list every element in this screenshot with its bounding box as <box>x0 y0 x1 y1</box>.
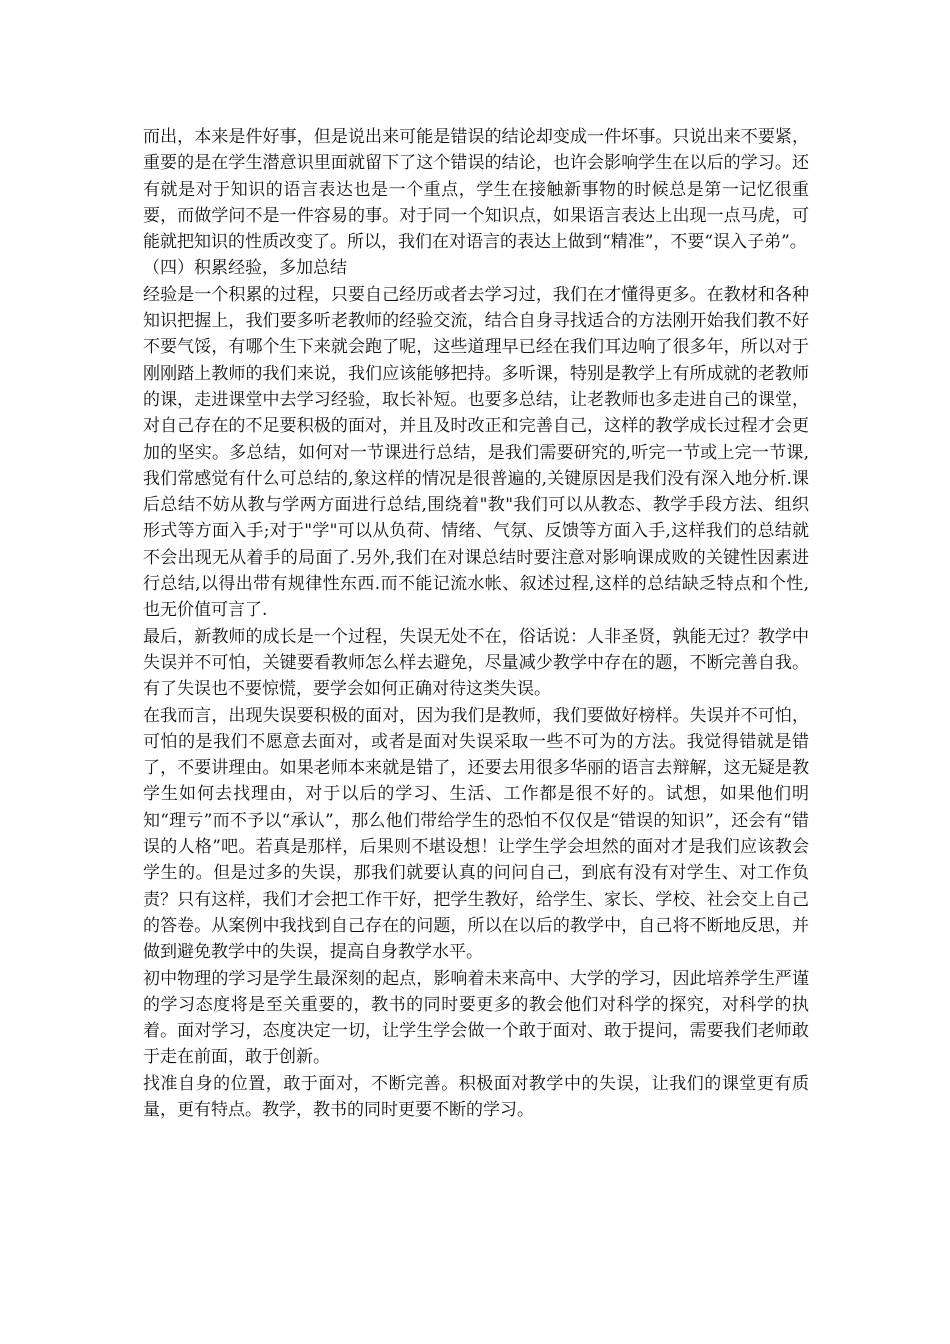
section-heading-accumulate-experience: （四）积累经验，多加总结 <box>143 258 347 279</box>
paragraph-face-mistakes: 在我而言，出现失误要积极的面对，因为我们是教师，我们要做好榜样。失误并不可怕，可怕的是我们不愿意去面对，或者是面对失误采取一些不可为的方法。我觉得错就是错了，不要讲理由。如果老师本来就是错了，还要去用很多华丽的语言去辩解，这无疑是教学生如何去找理由，对于以后的学习、生活、工作都是很不好的。试想，如果他们明知“理亏”而不予以“承认”，那么他们带给学生的恐怕不仅仅是“错误的知识”，还会有“错误的人格”吧。若真是那样，后果则不堪设想！让学生学会坦然的面对才是我们应该教会学生的。但是过多的失误，那我们就要认真的问问自己，到底有没有对学生、对工作负责？只有这样，我们才会把工作干好，把学生教好，给学生、家长、学校、社会交上自己的答卷。从案例中我找到自己存在的问题，所以在以后的教学中，自己将不断地反思，并做到避免教学中的失误，提高自身教学水平。 <box>143 705 809 963</box>
paragraph-new-teacher-growth: 最后，新教师的成长是一个过程，失误无处不在，俗话说：人非圣贤，孰能无过？教学中失误并不可怕，关键要看教师怎么样去避免，尽量减少教学中存在的题，不断完善自我。有了失误也不要惊慌，要学会如何正确对待这类失误。 <box>143 626 809 700</box>
paragraph-physics-learning: 初中物理的学习是学生最深刻的起点，影响着未来高中、大学的学习，因此培养学生严谨的学习态度将是至关重要的，教书的同时要更多的教会他们对科学的探究，对科学的执着。面对学习，态度决定一切，让学生学会做一个敢于面对、敢于提问，需要我们老师敢于走在前面，敢于创新。 <box>143 968 809 1068</box>
document-body <box>143 124 809 1123</box>
paragraph-conclusion: 找准自身的位置，敢于面对，不断完善。积极面对教学中的失误，让我们的课堂更有质量，更有特点。教学，教书的同时更要不断的学习。 <box>143 1073 809 1120</box>
paragraph-error-conclusion: 而出，本来是件好事，但是说出来可能是错误的结论却变成一件坏事。只说出来不要紧，重要的是在学生潜意识里面就留下了这个错误的结论，也许会影响学生在以后的学习。还有就是对于知识的语言表达也是一个重点，学生在接触新事物的时候总是第一记忆很重要，而做学问不是一件容易的事。对于同一个知识点，如果语言表达上出现一点马虎，可能就把知识的性质改变了。所以，我们在对语言的表达上做到“精准”，不要“误入子弟”。 <box>143 127 809 253</box>
paragraph-experience-summary: 经验是一个积累的过程，只要自己经历或者去学习过，我们在才懂得更多。在教材和各种知识把握上，我们要多听老教师的经验交流，结合自身寻找适合的方法刚开始我们教不好不要气馁，有哪个生下来就会跑了呢，这些道理早已经在我们耳边响了很多年，所以对于刚刚踏上教师的我们来说，我们应该能够把持。多听课，特别是教学上有所成就的老教师的课，走进课堂中去学习经验，取长补短。也要多总结，让老教师也多走进自己的课堂，对自己存在的不足要积极的面对，并且及时改正和完善自己，这样的教学成长过程才会更加的坚实。多总结，如何对一节课进行总结，是我们需要研究的,听完一节或上完一节课,我们常感觉有什么可总结的,象这样的情况是很普遍的,关键原因是我们没有深入地分析.课后总结不妨从教与学两方面进行总结,围绕着"教"我们可以从教态、教学手段方法、组织形式等方面入手;对于"学"可以从负荷、情绪、气氛、反馈等方面入手,这样我们的总结就不会出现无从着手的局面了.另外,我们在对课总结时要注意对影响课成败的关键性因素进行总结,以得出带有规律性东西.而不能记流水帐、叙述过程,这样的总结缺乏特点和个性,也无价值可言了. <box>143 284 809 621</box>
